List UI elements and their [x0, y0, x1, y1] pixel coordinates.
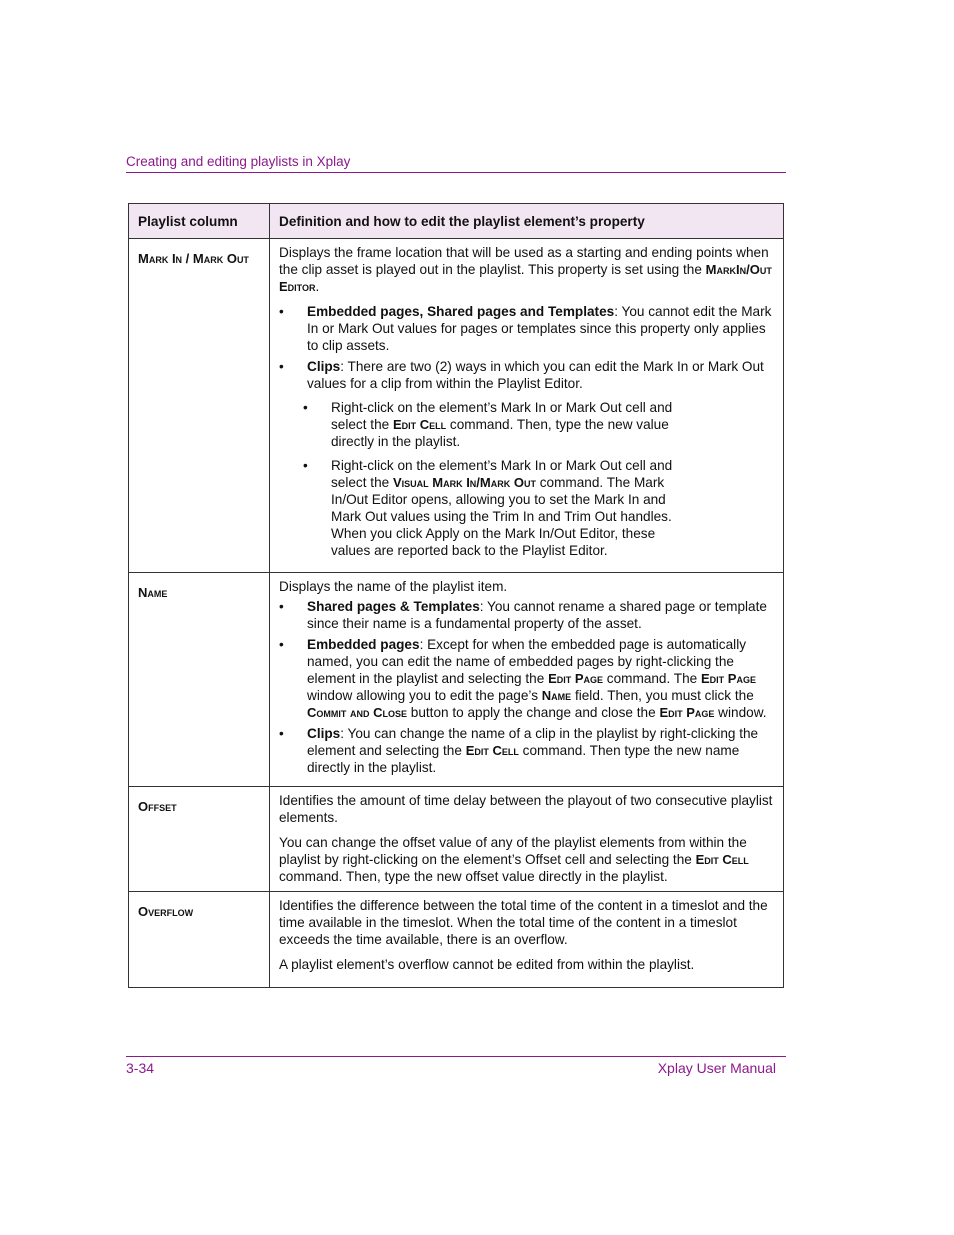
playlist-properties-table — [128, 203, 784, 988]
definition-text: Identifies the difference between the total time of the content in a timeslot and the time available in the timeslot. When the total time of the content in a timeslot exceeds the time available, there is an overflow. — [279, 898, 768, 947]
term-overflow: Overflow — [138, 904, 194, 919]
column-header-playlist-column: Playlist column — [129, 204, 270, 239]
list-item: • Shared pages & Templates: You cannot rename a shared page or template since their name is a fundamental property of the asset. — [279, 598, 774, 632]
definition-text: A playlist element’s overflow cannot be edited from within the playlist. — [279, 957, 695, 972]
table-row — [129, 892, 784, 988]
term-name: Name — [138, 585, 168, 600]
definition-text: Displays the name of the playlist item. — [279, 579, 508, 594]
list-item: • Embedded pages: Except for when the embedded page is automatically named, you can edit the name of embedded pages by right-clicking the element in the playlist and selecting the Edit Page command. The Edit Page window allowing you to edit the page’s Name field. Then, you must click the Commit and Close button to apply the change and close the Edit Page window. — [279, 636, 774, 721]
column-header-definition: Definition and how to edit the playlist element’s property — [270, 204, 784, 239]
table-row — [129, 573, 784, 787]
running-head: Creating and editing playlists in Xplay — [126, 154, 351, 169]
list-item: • Right-click on the element’s Mark In or Mark Out cell and select the Visual Mark In/Mark Out command. The Mark In/Out Editor opens, allowing you to set the Mark In and Mark Out values using the Trim In and Trim Out handles. When you click Apply on the Mark In/Out Editor, these values are reported back to the Playlist Editor. — [279, 457, 697, 559]
definition-text: Displays the frame location that will be used as a starting and ending points when the clip asset is played out in the playlist. This property is set using the MarkIn/Out Editor. — [279, 245, 772, 294]
footer-rule — [126, 1056, 786, 1057]
bullet-list — [279, 598, 774, 776]
bullet-list — [279, 303, 774, 392]
command-name: Edit Cell — [392, 417, 447, 432]
command-name: MarkIn/Out Editor — [279, 262, 772, 294]
table-row — [129, 787, 784, 892]
table-row — [129, 239, 784, 573]
term-mark-in-out: Mark In / Mark Out — [138, 251, 249, 266]
list-item: • Clips: You can change the name of a clip in the playlist by right-clicking the element and selecting the Edit Cell command. Then type the new name directly in the playlist. — [279, 725, 774, 776]
header-rule — [126, 172, 786, 173]
definition-text: Identifies the amount of time delay between the playout of two consecutive playlist elements. — [279, 793, 773, 825]
term-offset: Offset — [138, 799, 177, 814]
definition-text: You can change the offset value of any of the playlist elements from within the playlist by right-clicking on the element’s Offset cell and selecting the Edit Cell command. Then, type the new offset value directly in the playlist. — [279, 835, 749, 884]
sub-bullet-list — [279, 399, 774, 559]
list-item: • Clips: There are two (2) ways in which you can edit the Mark In or Mark Out values for a clip from within the Playlist Editor. — [279, 358, 774, 392]
list-item: • Embedded pages, Shared pages and Templates: You cannot edit the Mark In or Mark Out values for pages or templates since this property only applies to clip assets. — [279, 303, 774, 354]
command-name: Visual Mark In/Mark Out — [392, 475, 536, 490]
list-item: • Right-click on the element’s Mark In or Mark Out cell and select the Edit Cell command. Then, type the new value directly in the playlist. — [279, 399, 697, 450]
table-header-row — [129, 204, 784, 239]
page-number: 3-34 — [126, 1060, 155, 1076]
manual-title: Xplay User Manual — [657, 1060, 776, 1076]
